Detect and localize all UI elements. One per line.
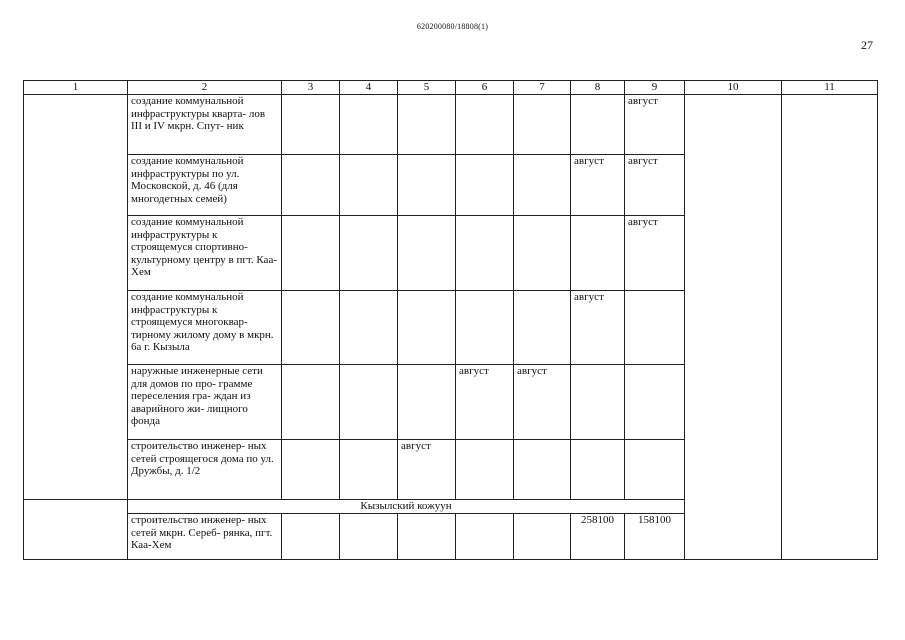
document-id: 620200080/18808(1) bbox=[416, 22, 489, 31]
table-cell bbox=[456, 440, 514, 500]
table-cell: 258100 bbox=[571, 514, 625, 560]
table-cell bbox=[625, 440, 685, 500]
schedule-table bbox=[23, 80, 878, 560]
table-cell bbox=[625, 291, 685, 365]
table-cell bbox=[282, 440, 340, 500]
column-header: 6 bbox=[456, 81, 514, 95]
table-cell bbox=[571, 365, 625, 440]
column-header: 1 bbox=[24, 81, 128, 95]
row-description: строительство инженер- ных сетей строящегося дома по ул. Дружбы, д. 1/2 bbox=[128, 440, 282, 500]
table-cell bbox=[340, 95, 398, 155]
table-cell: август bbox=[398, 440, 456, 500]
row-description: строительство инженер- ных сетей мкрн. Сереб- рянка, пгт. Каа-Хем bbox=[128, 514, 282, 560]
table-cell bbox=[514, 155, 571, 216]
column-header: 4 bbox=[340, 81, 398, 95]
table-cell bbox=[514, 291, 571, 365]
table-cell bbox=[340, 365, 398, 440]
table-cell bbox=[398, 365, 456, 440]
table-cell: август bbox=[514, 365, 571, 440]
table-cell bbox=[514, 216, 571, 291]
table-cell bbox=[282, 514, 340, 560]
column-header: 9 bbox=[625, 81, 685, 95]
table-cell bbox=[398, 155, 456, 216]
row-description: создание коммунальной инфраструктуры по ул. Московской, д. 46 (для многодетных семей) bbox=[128, 155, 282, 216]
table-cell bbox=[340, 514, 398, 560]
table-cell: август bbox=[456, 365, 514, 440]
table-cell bbox=[456, 155, 514, 216]
table-cell: август bbox=[625, 95, 685, 155]
table-cell bbox=[514, 95, 571, 155]
table-cell bbox=[456, 95, 514, 155]
table-cell bbox=[398, 291, 456, 365]
row-description: создание коммунальной инфраструктуры к строящемуся спортивно- культурному центру в пгт. Каа-Хем bbox=[128, 216, 282, 291]
table-cell bbox=[456, 216, 514, 291]
column-header: 7 bbox=[514, 81, 571, 95]
table-cell bbox=[282, 155, 340, 216]
row-description: наружные инженерные сети для домов по про- грамме переселения гра- ждан из аварийного жи- лищного фонда bbox=[128, 365, 282, 440]
row-group-cell bbox=[24, 95, 128, 500]
table-cell: 158100 bbox=[625, 514, 685, 560]
table-cell bbox=[340, 155, 398, 216]
column-10-cell bbox=[685, 95, 782, 560]
table-cell bbox=[282, 216, 340, 291]
column-header: 5 bbox=[398, 81, 456, 95]
table-cell bbox=[340, 216, 398, 291]
row-description: создание коммунальной инфраструктуры к строящемуся многоквар- тирному жилому дому в мкрн. 6а г. Кызыла bbox=[128, 291, 282, 365]
column-11-cell bbox=[782, 95, 878, 560]
table-cell: август bbox=[625, 155, 685, 216]
section-title: Кызылский кожуун bbox=[128, 500, 685, 514]
table-header-row bbox=[24, 81, 878, 95]
row-group-cell bbox=[24, 500, 128, 560]
table-cell bbox=[571, 440, 625, 500]
table-cell bbox=[456, 514, 514, 560]
row-description: создание коммунальной инфраструктуры кварта- лов III и IV мкрн. Спут- ник bbox=[128, 95, 282, 155]
table-cell bbox=[456, 291, 514, 365]
table-cell bbox=[571, 216, 625, 291]
table-cell bbox=[282, 291, 340, 365]
table-cell bbox=[571, 95, 625, 155]
column-header: 3 bbox=[282, 81, 340, 95]
table-row bbox=[24, 95, 878, 155]
table-cell bbox=[340, 440, 398, 500]
table-cell bbox=[514, 514, 571, 560]
table-cell: август bbox=[571, 291, 625, 365]
table-cell bbox=[398, 95, 456, 155]
column-header: 11 bbox=[782, 81, 878, 95]
table-cell bbox=[625, 365, 685, 440]
table-cell bbox=[282, 95, 340, 155]
table-cell bbox=[514, 440, 571, 500]
table-cell: август bbox=[625, 216, 685, 291]
table-cell bbox=[340, 291, 398, 365]
table-cell bbox=[398, 216, 456, 291]
table-cell bbox=[398, 514, 456, 560]
column-header: 2 bbox=[128, 81, 282, 95]
table-cell bbox=[282, 365, 340, 440]
column-header: 10 bbox=[685, 81, 782, 95]
page-number: 27 bbox=[861, 38, 873, 52]
table-cell: август bbox=[571, 155, 625, 216]
column-header: 8 bbox=[571, 81, 625, 95]
